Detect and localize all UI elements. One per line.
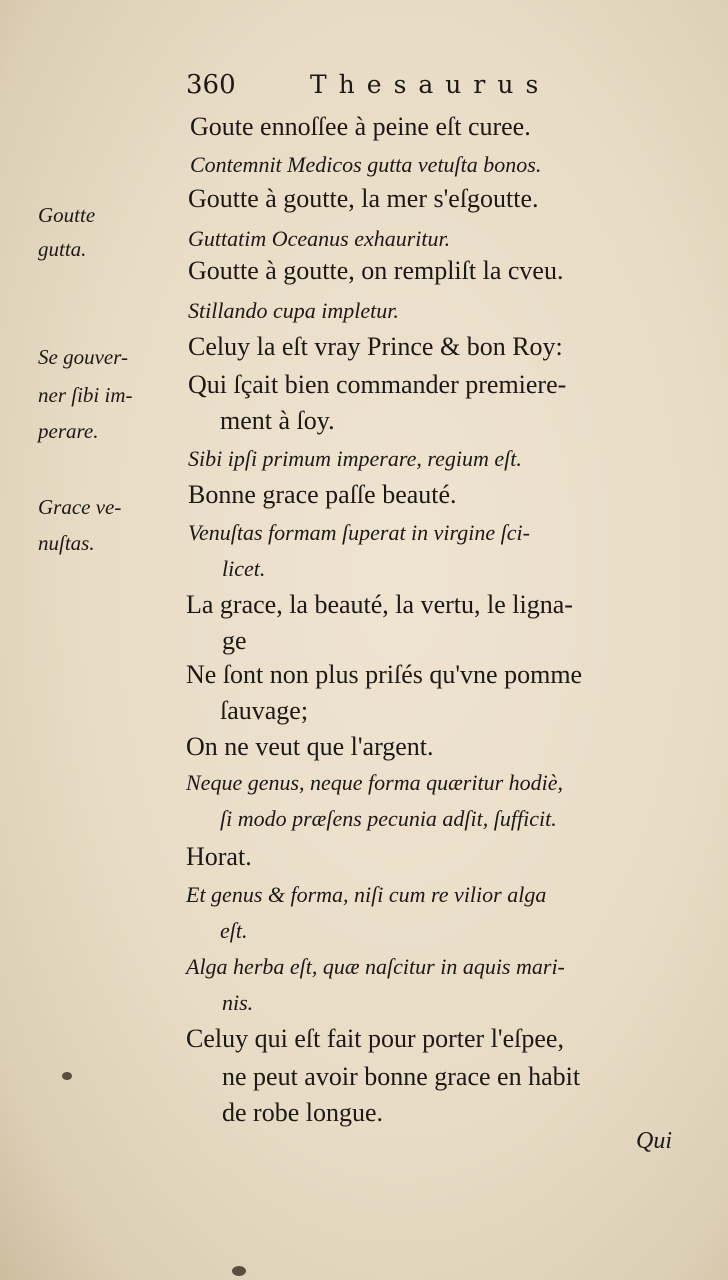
text-line: Horat. xyxy=(186,842,252,871)
catchword: Qui xyxy=(636,1128,672,1154)
text-line: ge xyxy=(222,626,247,655)
text-line: Qui ſçait bien commander premiere- xyxy=(188,370,567,399)
text-line: ſauvage; xyxy=(220,696,309,725)
margin-note: perare. xyxy=(38,419,99,443)
text-line: ne peut avoir bonne grace en habit xyxy=(222,1062,581,1091)
page-header xyxy=(186,70,616,106)
text-line: Venuſtas formam ſuperat in virgine ſci- xyxy=(188,520,530,545)
text-line: Goute ennoſſee à peine eſt curee. xyxy=(190,112,531,141)
text-line: ſi modo præſens pecunia adſit, ſufficit. xyxy=(220,806,557,831)
text-line: Bonne grace paſſe beauté. xyxy=(188,480,457,509)
text-line: nis. xyxy=(222,990,254,1015)
page-number: 360 xyxy=(186,70,236,100)
margin-note: Se gouver- xyxy=(38,345,128,369)
text-line: ment à ſoy. xyxy=(220,406,335,435)
text-line: Celuy la eſt vray Prince & bon Roy: xyxy=(188,332,563,361)
text-line: Goutte à goutte, on rempliſt la cveu. xyxy=(188,256,564,285)
text-line: On ne veut que l'argent. xyxy=(186,732,434,761)
text-line: Stillando cupa impletur. xyxy=(188,298,399,323)
margin-note: Goutte xyxy=(38,203,96,227)
margin-note: Grace ve- xyxy=(38,495,122,519)
text-line: Celuy qui eſt fait pour porter l'eſpee, xyxy=(186,1024,564,1053)
running-head: Thesaurus xyxy=(310,70,551,99)
margin-note: ner ſibi im- xyxy=(38,383,133,407)
text-line: licet. xyxy=(222,556,266,581)
text-line: Ne ſont non plus priſés qu'vne pomme xyxy=(186,660,583,689)
text-line: La grace, la beauté, la vertu, le ligna- xyxy=(186,590,573,619)
text-line: Sibi ipſi primum imperare, regium eſt. xyxy=(188,446,522,471)
ink-blot xyxy=(62,1072,72,1080)
text-line: Alga herba eſt, quæ naſcitur in aquis mari- xyxy=(186,954,565,979)
margin-note: gutta. xyxy=(38,237,87,261)
text-line: Et genus & forma, niſi cum re vilior alga xyxy=(186,882,547,907)
ink-blot xyxy=(232,1266,246,1276)
text-line: Neque genus, neque forma quæritur hodiè, xyxy=(186,770,564,795)
text-line: Contemnit Medicos gutta vetuſta bonos. xyxy=(190,152,542,177)
text-line: de robe longue. xyxy=(222,1098,384,1127)
text-line: Goutte à goutte, la mer s'eſgoutte. xyxy=(188,184,539,213)
text-line: Guttatim Oceanus exhauritur. xyxy=(188,226,451,251)
text-line: eſt. xyxy=(220,918,248,943)
margin-note: nuſtas. xyxy=(38,531,95,555)
